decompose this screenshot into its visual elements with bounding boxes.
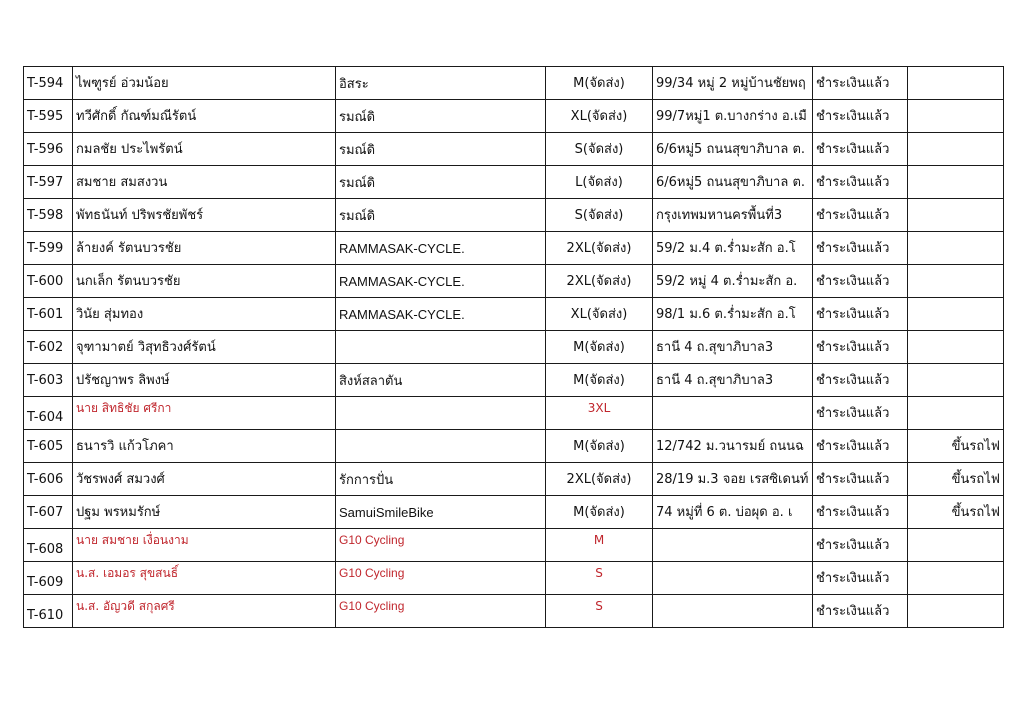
note-cell: ขึ้นรถไฟ	[908, 463, 1004, 496]
rider-id-cell: T-605	[24, 430, 73, 463]
team-name-cell: G10 Cycling	[336, 562, 546, 595]
payment-status-cell: ชำระเงินแล้ว	[813, 430, 908, 463]
note-cell	[908, 265, 1004, 298]
team-name-cell: สิงห์สลาตัน	[336, 364, 546, 397]
rider-name-cell: นาย สิทธิชัย ศรีกา	[73, 397, 336, 430]
rider-id-cell: T-599	[24, 232, 73, 265]
shirt-size-cell: S	[546, 595, 653, 628]
team-name-cell: G10 Cycling	[336, 529, 546, 562]
registration-table	[23, 66, 1004, 628]
registration-table-body	[24, 67, 1004, 628]
table-row	[24, 298, 1004, 331]
rider-name-cell: นกเล็ก รัตนบวรชัย	[73, 265, 336, 298]
shirt-size-cell: 2XL(จัดส่ง)	[546, 265, 653, 298]
table-row	[24, 364, 1004, 397]
rider-id-cell: T-595	[24, 100, 73, 133]
table-row	[24, 562, 1004, 595]
note-cell	[908, 595, 1004, 628]
payment-status-cell: ชำระเงินแล้ว	[813, 166, 908, 199]
rider-name-cell: พัทธนันท์ ปริพรชัยพัชร์	[73, 199, 336, 232]
shipping-address-cell	[653, 562, 813, 595]
shirt-size-cell: M	[546, 529, 653, 562]
rider-id-cell: T-604	[24, 397, 73, 430]
team-name-cell: SamuiSmileBike	[336, 496, 546, 529]
note-cell	[908, 199, 1004, 232]
table-row	[24, 67, 1004, 100]
shirt-size-cell: S	[546, 562, 653, 595]
payment-status-cell: ชำระเงินแล้ว	[813, 199, 908, 232]
table-row	[24, 595, 1004, 628]
rider-name-cell: จุฑามาตย์ วิสุทธิวงศ์รัตน์	[73, 331, 336, 364]
rider-name-cell: ทวีศักดิ์ กัณฑ์มณีรัตน์	[73, 100, 336, 133]
team-name-cell	[336, 397, 546, 430]
shirt-size-cell: M(จัดส่ง)	[546, 331, 653, 364]
note-cell: ขึ้นรถไฟ	[908, 496, 1004, 529]
shirt-size-cell: M(จัดส่ง)	[546, 364, 653, 397]
rider-name-cell: ไพฑูรย์ อ่วมน้อย	[73, 67, 336, 100]
shipping-address-cell: 28/19 ม.3 จอย เรสซิเดนท์	[653, 463, 813, 496]
shirt-size-cell: XL(จัดส่ง)	[546, 100, 653, 133]
payment-status-cell: ชำระเงินแล้ว	[813, 364, 908, 397]
rider-name-cell: ปฐม พรหมรักษ์	[73, 496, 336, 529]
table-row	[24, 331, 1004, 364]
shipping-address-cell: ธานี 4 ถ.สุขาภิบาล3	[653, 364, 813, 397]
payment-status-cell: ชำระเงินแล้ว	[813, 562, 908, 595]
payment-status-cell: ชำระเงินแล้ว	[813, 298, 908, 331]
note-cell	[908, 100, 1004, 133]
note-cell	[908, 331, 1004, 364]
team-name-cell: รมณ์ดิ	[336, 100, 546, 133]
table-row	[24, 496, 1004, 529]
shirt-size-cell: M(จัดส่ง)	[546, 496, 653, 529]
note-cell	[908, 166, 1004, 199]
shipping-address-cell: 74 หมู่ที่ 6 ต. บ่อผุด อ. เ	[653, 496, 813, 529]
shirt-size-cell: S(จัดส่ง)	[546, 199, 653, 232]
payment-status-cell: ชำระเงินแล้ว	[813, 331, 908, 364]
rider-id-cell: T-598	[24, 199, 73, 232]
team-name-cell	[336, 331, 546, 364]
shirt-size-cell: 2XL(จัดส่ง)	[546, 232, 653, 265]
rider-name-cell: วัชรพงศ์ สมวงศ์	[73, 463, 336, 496]
shipping-address-cell: 12/742 ม.วนารมย์ ถนนฉ	[653, 430, 813, 463]
rider-name-cell: ล้ายงค์ รัตนบวรชัย	[73, 232, 336, 265]
note-cell	[908, 397, 1004, 430]
rider-name-cell: สมชาย สมสงวน	[73, 166, 336, 199]
rider-name-cell: นาย สมชาย เงื่อนงาม	[73, 529, 336, 562]
payment-status-cell: ชำระเงินแล้ว	[813, 232, 908, 265]
table-row	[24, 199, 1004, 232]
team-name-cell: รักการปั่น	[336, 463, 546, 496]
rider-id-cell: T-609	[24, 562, 73, 595]
shirt-size-cell: S(จัดส่ง)	[546, 133, 653, 166]
note-cell: ขึ้นรถไฟ	[908, 430, 1004, 463]
shirt-size-cell: L(จัดส่ง)	[546, 166, 653, 199]
note-cell	[908, 232, 1004, 265]
note-cell	[908, 133, 1004, 166]
team-name-cell: RAMMASAK-CYCLE.	[336, 232, 546, 265]
note-cell	[908, 67, 1004, 100]
rider-name-cell: น.ส. เอมอร สุขสนธิ์	[73, 562, 336, 595]
rider-id-cell: T-608	[24, 529, 73, 562]
rider-id-cell: T-600	[24, 265, 73, 298]
table-row	[24, 232, 1004, 265]
rider-id-cell: T-601	[24, 298, 73, 331]
table-row	[24, 133, 1004, 166]
shipping-address-cell: 59/2 หมู่ 4 ต.ร่ำมะสัก อ.	[653, 265, 813, 298]
table-row	[24, 463, 1004, 496]
shipping-address-cell: 6/6หมู่5 ถนนสุขาภิบาล ต.	[653, 133, 813, 166]
rider-name-cell: ธนารวิ แก้วโภคา	[73, 430, 336, 463]
rider-id-cell: T-606	[24, 463, 73, 496]
table-row	[24, 265, 1004, 298]
payment-status-cell: ชำระเงินแล้ว	[813, 595, 908, 628]
table-row	[24, 529, 1004, 562]
shipping-address-cell	[653, 397, 813, 430]
team-name-cell: G10 Cycling	[336, 595, 546, 628]
rider-id-cell: T-602	[24, 331, 73, 364]
shipping-address-cell: ธานี 4 ถ.สุขาภิบาล3	[653, 331, 813, 364]
table-row	[24, 166, 1004, 199]
table-row	[24, 430, 1004, 463]
shipping-address-cell: 59/2 ม.4 ต.ร่ำมะสัก อ.โ	[653, 232, 813, 265]
payment-status-cell: ชำระเงินแล้ว	[813, 133, 908, 166]
shirt-size-cell: 2XL(จัดส่ง)	[546, 463, 653, 496]
note-cell	[908, 562, 1004, 595]
payment-status-cell: ชำระเงินแล้ว	[813, 67, 908, 100]
shipping-address-cell: 98/1 ม.6 ต.ร่ำมะสัก อ.โ	[653, 298, 813, 331]
shirt-size-cell: XL(จัดส่ง)	[546, 298, 653, 331]
payment-status-cell: ชำระเงินแล้ว	[813, 496, 908, 529]
rider-id-cell: T-607	[24, 496, 73, 529]
team-name-cell: RAMMASAK-CYCLE.	[336, 298, 546, 331]
shirt-size-cell: M(จัดส่ง)	[546, 430, 653, 463]
payment-status-cell: ชำระเงินแล้ว	[813, 529, 908, 562]
payment-status-cell: ชำระเงินแล้ว	[813, 463, 908, 496]
rider-name-cell: น.ส. อัญวดี สกุลศรี	[73, 595, 336, 628]
shirt-size-cell: 3XL	[546, 397, 653, 430]
rider-name-cell: วินัย สุ่มทอง	[73, 298, 336, 331]
rider-id-cell: T-603	[24, 364, 73, 397]
shipping-address-cell: 99/34 หมู่ 2 หมู่บ้านชัยพฤ	[653, 67, 813, 100]
table-row	[24, 100, 1004, 133]
note-cell	[908, 298, 1004, 331]
rider-id-cell: T-596	[24, 133, 73, 166]
payment-status-cell: ชำระเงินแล้ว	[813, 397, 908, 430]
team-name-cell: รมณ์ดิ	[336, 166, 546, 199]
rider-name-cell: ปรัชญาพร ลิพงษ์	[73, 364, 336, 397]
team-name-cell: รมณ์ดิ	[336, 133, 546, 166]
team-name-cell	[336, 430, 546, 463]
team-name-cell: อิสระ	[336, 67, 546, 100]
shipping-address-cell: กรุงเทพมหานครพื้นที่3	[653, 199, 813, 232]
team-name-cell: รมณ์ดิ	[336, 199, 546, 232]
rider-id-cell: T-610	[24, 595, 73, 628]
rider-name-cell: กมลชัย ประไพรัตน์	[73, 133, 336, 166]
shirt-size-cell: M(จัดส่ง)	[546, 67, 653, 100]
shipping-address-cell: 99/7หมู่1 ต.บางกร่าง อ.เมื	[653, 100, 813, 133]
team-name-cell: RAMMASAK-CYCLE.	[336, 265, 546, 298]
rider-id-cell: T-597	[24, 166, 73, 199]
shipping-address-cell	[653, 529, 813, 562]
payment-status-cell: ชำระเงินแล้ว	[813, 265, 908, 298]
table-row	[24, 397, 1004, 430]
payment-status-cell: ชำระเงินแล้ว	[813, 100, 908, 133]
shipping-address-cell: 6/6หมู่5 ถนนสุขาภิบาล ต.	[653, 166, 813, 199]
note-cell	[908, 364, 1004, 397]
note-cell	[908, 529, 1004, 562]
shipping-address-cell	[653, 595, 813, 628]
rider-id-cell: T-594	[24, 67, 73, 100]
